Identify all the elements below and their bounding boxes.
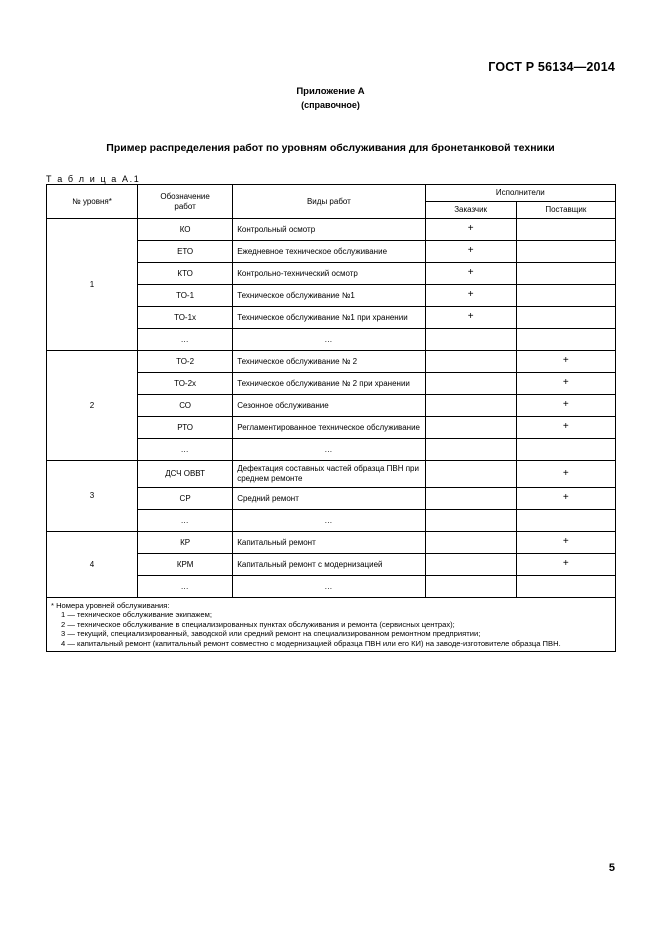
table-row (47, 351, 616, 373)
col-code (138, 185, 233, 219)
annex-subtitle: (справочное) (301, 100, 360, 110)
customer-mark-cell (425, 439, 516, 461)
supplier-mark-cell: + (516, 488, 615, 510)
work-name-cell: … (233, 510, 425, 532)
col-level: № уровня* (47, 185, 138, 219)
work-name-cell: Сезонное обслуживание (233, 395, 425, 417)
work-name-cell: Средний ремонт (233, 488, 425, 510)
standard-designation: ГОСТ Р 56134—2014 (488, 60, 615, 74)
supplier-mark-cell (516, 576, 615, 598)
col-supplier: Поставщик (516, 202, 615, 219)
supplier-mark-cell (516, 329, 615, 351)
work-code-cell: ДСЧ ОВВТ (138, 461, 233, 488)
supplier-mark-cell: + (516, 461, 615, 488)
level-cell: 3 (47, 461, 138, 532)
customer-mark-cell: + (425, 263, 516, 285)
work-code-cell: … (138, 510, 233, 532)
customer-mark-cell (425, 554, 516, 576)
work-name-cell: … (233, 329, 425, 351)
work-name-cell: Регламентированное техническое обслуживание (233, 417, 425, 439)
level-cell: 4 (47, 532, 138, 598)
customer-mark-cell: + (425, 219, 516, 241)
customer-mark-cell: + (425, 307, 516, 329)
customer-mark-cell: + (425, 241, 516, 263)
supplier-mark-cell: + (516, 417, 615, 439)
work-name-cell: Техническое обслуживание №1 при хранении (233, 307, 425, 329)
customer-mark-cell (425, 395, 516, 417)
work-code-cell: ТО-2х (138, 373, 233, 395)
customer-mark-cell: + (425, 285, 516, 307)
col-customer: Заказчик (425, 202, 516, 219)
work-name-cell: Техническое обслуживание № 2 (233, 351, 425, 373)
work-name-cell: Контрольный осмотр (233, 219, 425, 241)
customer-mark-cell (425, 329, 516, 351)
supplier-mark-cell: + (516, 373, 615, 395)
work-code-cell: КР (138, 532, 233, 554)
table-caption: Т а б л и ц а А.1 (46, 174, 141, 184)
col-works: Виды работ (233, 185, 425, 219)
col-code-line1: Обозначение (160, 191, 210, 201)
table-row (47, 461, 616, 488)
supplier-mark-cell (516, 263, 615, 285)
work-code-cell: КРМ (138, 554, 233, 576)
work-name-cell: … (233, 576, 425, 598)
work-code-cell: ЕТО (138, 241, 233, 263)
customer-mark-cell (425, 532, 516, 554)
table-row (47, 219, 616, 241)
table-notes-row (47, 598, 616, 652)
supplier-mark-cell: + (516, 554, 615, 576)
work-code-cell: СО (138, 395, 233, 417)
customer-mark-cell (425, 510, 516, 532)
page-title: Пример распределения работ по уровням обслуживания для бронетанковой техники (106, 142, 555, 154)
work-code-cell: КО (138, 219, 233, 241)
work-name-cell: Дефектация составных частей образца ПВН при среднем ремонте (233, 461, 425, 488)
customer-mark-cell (425, 417, 516, 439)
notes-item: 3 — текущий, специализированный, заводской или средний ремонт на специализированном ремонтном предприятии; (61, 629, 481, 639)
work-name-cell: Техническое обслуживание № 2 при хранении (233, 373, 425, 395)
supplier-mark-cell (516, 241, 615, 263)
customer-mark-cell (425, 488, 516, 510)
level-cell: 1 (47, 219, 138, 351)
col-code-line2: работ (174, 201, 196, 211)
work-code-cell: СР (138, 488, 233, 510)
customer-mark-cell (425, 373, 516, 395)
supplier-mark-cell: + (516, 532, 615, 554)
level-cell: 2 (47, 351, 138, 461)
table-body (47, 219, 616, 652)
work-code-cell: ТО-2 (138, 351, 233, 373)
notes-title: * Номера уровней обслуживания: (51, 601, 170, 610)
col-performers: Исполнители (425, 185, 615, 202)
work-code-cell: РТО (138, 417, 233, 439)
customer-mark-cell (425, 576, 516, 598)
table-header-row (47, 185, 616, 202)
work-name-cell: … (233, 439, 425, 461)
work-name-cell: Контрольно-технический осмотр (233, 263, 425, 285)
supplier-mark-cell (516, 285, 615, 307)
notes-item: 1 — техническое обслуживание экипажем; (61, 610, 212, 620)
work-code-cell: … (138, 439, 233, 461)
supplier-mark-cell (516, 307, 615, 329)
supplier-mark-cell (516, 219, 615, 241)
work-name-cell: Ежедневное техническое обслуживание (233, 241, 425, 263)
work-code-cell: ТО-1 (138, 285, 233, 307)
supplier-mark-cell (516, 439, 615, 461)
notes-item: 4 — капитальный ремонт (капитальный ремонт совместно с модернизацией образца ПВН или его КИ) на заводе-изготовителе образца ПВН. (61, 638, 561, 648)
work-name-cell: Техническое обслуживание №1 (233, 285, 425, 307)
notes-item: 2 — техническое обслуживание в специализированных пунктах обслуживания и ремонта (сервисных центрах); (61, 619, 455, 629)
work-name-cell: Капитальный ремонт (233, 532, 425, 554)
table-notes (47, 598, 616, 652)
maintenance-levels-table (46, 184, 616, 652)
annex-title: Приложение А (296, 86, 365, 97)
work-name-cell: Капитальный ремонт с модернизацией (233, 554, 425, 576)
table-row (47, 532, 616, 554)
supplier-mark-cell (516, 510, 615, 532)
work-code-cell: … (138, 576, 233, 598)
work-code-cell: КТО (138, 263, 233, 285)
work-code-cell: ТО-1х (138, 307, 233, 329)
supplier-mark-cell: + (516, 351, 615, 373)
page-number: 5 (608, 862, 615, 874)
customer-mark-cell (425, 461, 516, 488)
work-code-cell: … (138, 329, 233, 351)
supplier-mark-cell: + (516, 395, 615, 417)
customer-mark-cell (425, 351, 516, 373)
